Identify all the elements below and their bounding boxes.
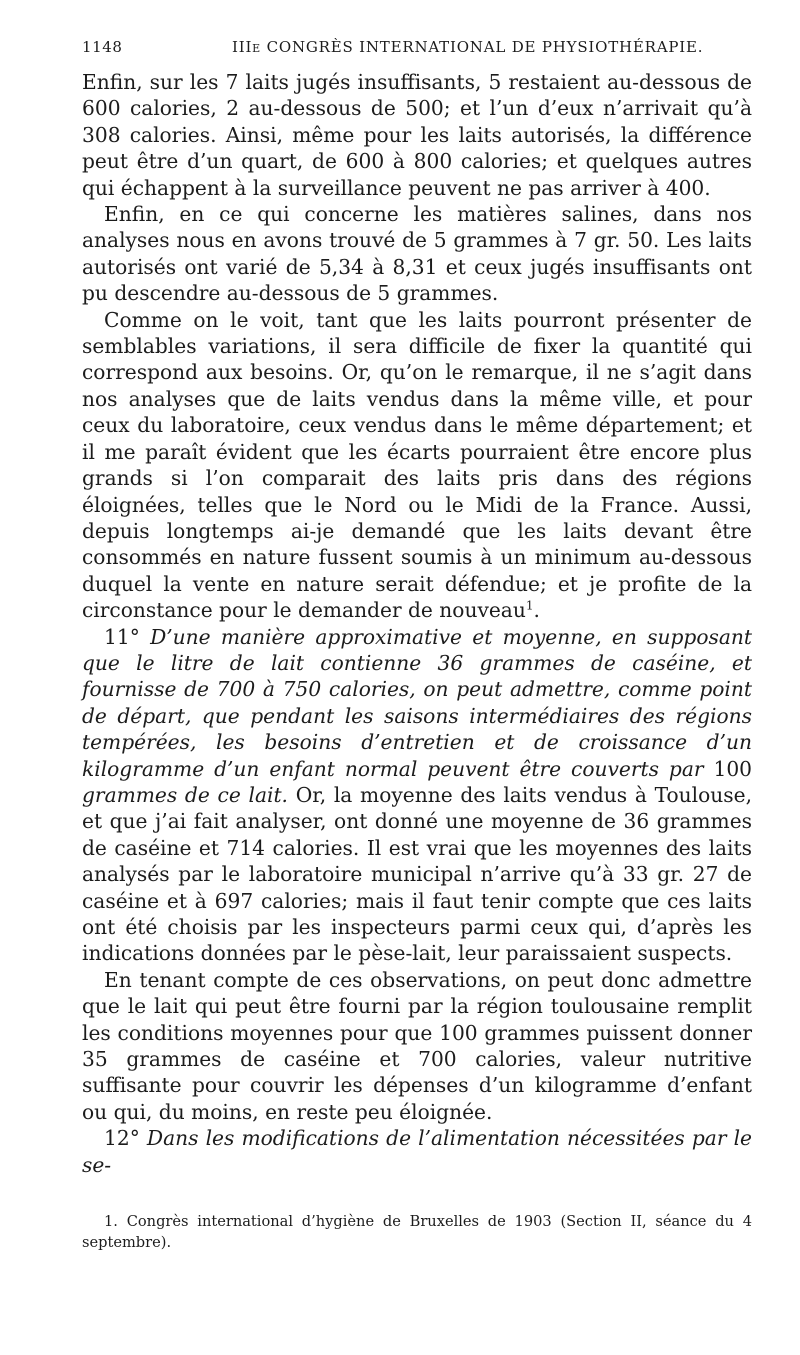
- body-text: [82, 69, 752, 1178]
- footnote-mark: 1.: [104, 1213, 118, 1230]
- footnote-text: Congrès international d’hygiène de Bruxelles de 1903 (Section II, séance du 4 septembre).: [82, 1213, 752, 1251]
- footnote-reference: 1: [525, 598, 534, 613]
- conclusion-12-italic: Dans les modifications de l’alimentation nécessitées par le se-: [82, 1126, 752, 1177]
- paragraph-caloric-values: Enfin, sur les 7 laits jugés insuffisants, 5 restaient au-dessous de 600 calories, 2 au-dessous de 500; et l’un d’eux n’arrivait qu’à 308 calories. Ainsi, même pour les laits autorisés, la différence peut être d’un quart, de 600 à 800 calories; et quelques autres qui échappent à la surveillance peuvent ne pas arriver à 400.: [82, 70, 752, 200]
- paragraph-saline-matter: Enfin, en ce qui concerne les matières salines, dans nos analyses nous en avons trouvé de 5 grammes à 7 gr. 50. Les laits autorisés ont varié de 5,34 à 8,31 et ceux jugés insuffisants ont pu descendre au-dessous de 5 grammes.: [82, 202, 752, 306]
- paragraph-milk-variations: [82, 307, 752, 624]
- paragraph-conclusion-12: [82, 1125, 752, 1178]
- running-header: [82, 34, 746, 58]
- paragraph-toulouse-milk: En tenant compte de ces observations, on peut donc admettre que le lait qui peut être fourni par la région toulousaine remplit les conditions moyennes pour que 100 grammes puissent donner 35 grammes de caséine et 700 calories, valeur nutritive suffisante pour couvrir les dépenses d’un kilogramme d’enfant ou qui, du moins, en reste peu éloignée.: [82, 967, 752, 1124]
- paragraph-milk-variations-text: Comme on le voit, tant que les laits pourront présenter de semblables variations, il sera difficile de fixer la quantité qui correspond aux besoins. Or, qu’on le remarque, il ne s’agit dans nos analyses que de laits vendus dans la même ville, et pour ceux du laboratoire, ceux vendus dans le même département; et il me paraît évident que les écarts pourraient être encore plus grands si l’on comparait des laits pris dans des régions éloignées, telles que le Nord ou le Midi de la France. Aussi, depuis longtemps ai-je demandé que les laits devant être consommés en nature fussent soumis à un minimum au-dessous duquel la vente en nature serait défendue; et je profite de la circonstance pour le demander de nouveau: [82, 307, 752, 623]
- footnotes: [82, 1211, 752, 1253]
- conclusion-11-text: Or, la moyenne des laits vendus à Toulouse, et que j’ai fait analyser, ont donné une moyenne de 36 grammes de caséine et 714 calories. Il est vrai que les moyennes des laits analysés par le laboratoire municipal n’arrive qu’à 33 gr. 27 de caséine et à 697 calories; mais il faut tenir compte que ces laits ont été choisis par les inspecteurs parmi ceux qui, d’après les indications données par le pèse-lait, leur paraissaient suspects.: [82, 782, 752, 966]
- conclusion-12-number: 12°: [104, 1126, 140, 1151]
- paragraph-conclusion-11: [82, 624, 752, 967]
- conclusion-11-quantity: 100: [713, 756, 753, 781]
- conclusion-11-italic-end: grammes de ce lait.: [82, 782, 288, 807]
- page-number: 1148: [82, 38, 123, 56]
- header-title: IIIe CONGRÈS INTERNATIONAL DE PHYSIOTHÉRAPIE.: [232, 38, 704, 56]
- conclusion-11-italic: D’une manière approximative et moyenne, en supposant que le litre de lait contienne 36 grammes de caséine, et fournisse de 700 à 750 calories, on peut admettre, comme point de départ, que pendant les saisons intermédiaires des régions tempérées, les besoins d’entretien et de croissance d’un kilogramme d’un enfant normal peuvent être couverts par: [82, 624, 752, 781]
- footnote: [82, 1211, 752, 1253]
- paragraph-milk-variations-end: .: [533, 598, 540, 623]
- conclusion-11-number: 11°: [104, 624, 140, 649]
